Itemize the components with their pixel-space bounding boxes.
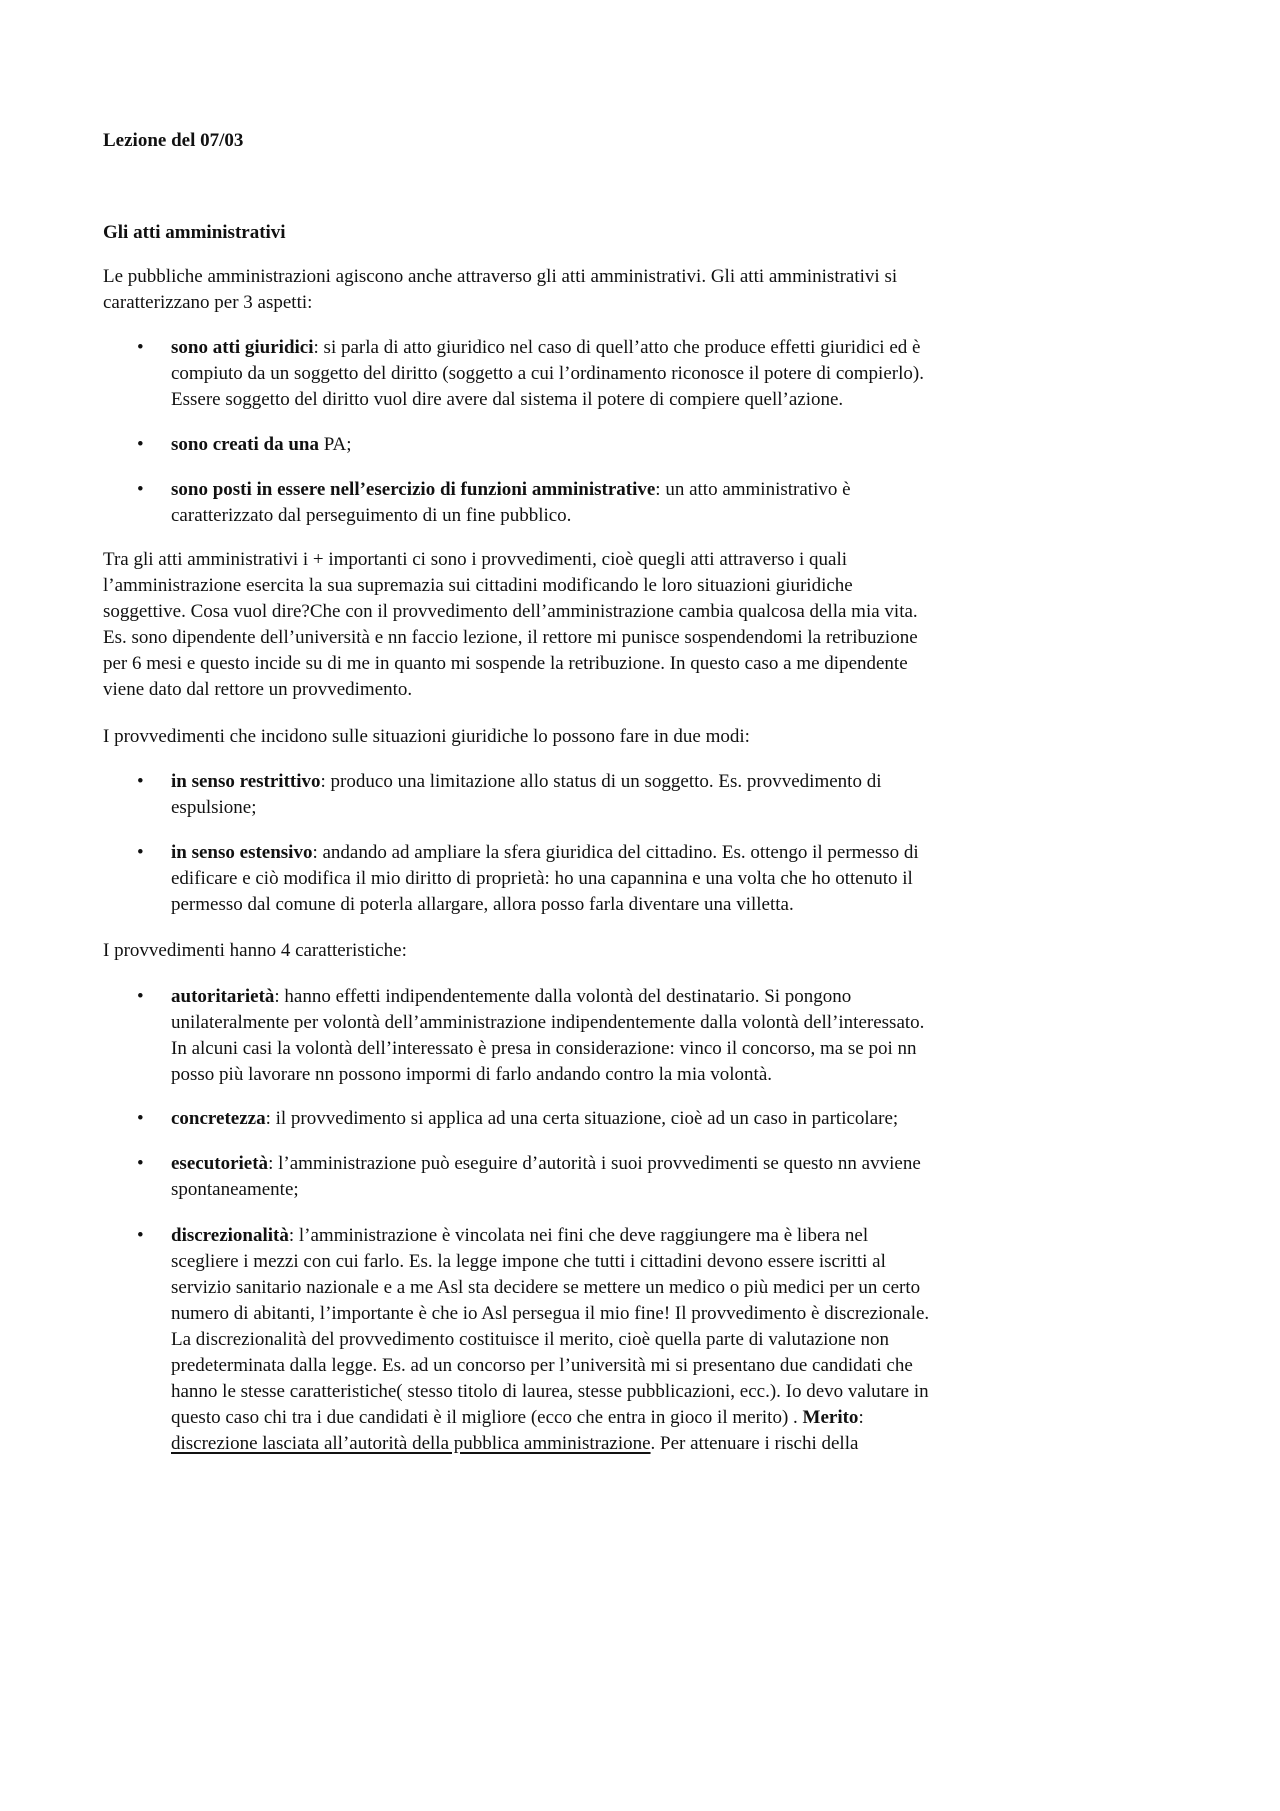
bold-term: sono creati da una [171, 434, 324, 455]
bold-term: Merito [802, 1407, 859, 1428]
text-segment: : produco una limitazione allo status di un soggetto. Es. provvedimento di [320, 771, 882, 792]
bold-term: autoritarietà [171, 986, 275, 1007]
text-line [103, 477, 1003, 503]
text-line [103, 1036, 1003, 1062]
text-line [103, 573, 1003, 599]
text-line [103, 1177, 1003, 1203]
text-line [103, 892, 1003, 918]
text-line [103, 625, 1003, 651]
text-segment: scegliere i mezzi con cui farlo. Es. la legge impone che tutti i cittadini devono essere iscritti al [171, 1251, 886, 1272]
bullet-item [103, 769, 1003, 821]
text-segment: hanno le stesse caratteristiche( stesso titolo di laurea, stesse pubblicazioni, ecc.). Io devo valutare in [171, 1381, 929, 1402]
text-line [103, 1010, 1003, 1036]
bold-term: esecutorietà [171, 1153, 269, 1174]
text-line [103, 984, 1003, 1010]
lesson-title: Lezione del 07/03 [103, 130, 244, 151]
text-segment: soggettive. Cosa vuol dire?Che con il provvedimento dell’amministrazione cambia qualcosa della mia vita. [103, 601, 918, 622]
text-line [103, 724, 1003, 750]
text-segment: compiuto da un soggetto del diritto (soggetto a cui l’ordinamento riconosce il potere di compierlo). [171, 363, 924, 384]
text-line [103, 840, 1003, 866]
text-segment: In alcuni casi la volontà dell’interessato è presa in considerazione: vinco il concorso, ma se poi nn [171, 1038, 917, 1059]
text-segment: Es. sono dipendente dell’università e nn faccio lezione, il rettore mi punisce sospendendomi la retribuzione [103, 627, 918, 648]
text-line [103, 547, 1003, 573]
text-segment: PA; [323, 434, 352, 455]
bullet-item [103, 840, 1003, 918]
text-segment: unilateralmente per volontà dell’amministrazione indipendentemente dalla volontà dell’interessato. [171, 1012, 925, 1033]
text-segment: caratterizzano per 3 aspetti: [103, 292, 313, 313]
text-segment: : l’amministrazione può eseguire d’autorità i suoi provvedimenti se questo nn avviene [268, 1153, 921, 1174]
text-segment: servizio sanitario nazionale e a me Asl sta decidere se mettere un medico o più medici per un certo [171, 1277, 921, 1298]
bullet-item [103, 1223, 1003, 1457]
bold-term: sono atti giuridici [171, 337, 314, 358]
text-segment: spontaneamente; [171, 1179, 299, 1200]
text-segment: Tra gli atti amministrativi i + importanti ci sono i provvedimenti, cioè quegli atti attraverso i quali [103, 549, 848, 570]
text-line [103, 866, 1003, 892]
text-line [103, 1249, 1003, 1275]
text-line [103, 795, 1003, 821]
text-segment: per 6 mesi e questo incide su di me in quanto mi sospende la retribuzione. In questo caso a me dipendente [103, 653, 908, 674]
text-segment: predeterminata dalla legge. Es. ad un concorso per l’università mi si presentano due candidati che [171, 1355, 913, 1376]
text-line [103, 361, 1003, 387]
bullet-item [103, 335, 1003, 413]
text-line [103, 1151, 1003, 1177]
text-line [103, 1327, 1003, 1353]
bold-term: in senso restrittivo [171, 771, 321, 792]
text-segment: I provvedimenti hanno 4 caratteristiche: [103, 940, 407, 961]
text-segment: posso più lavorare nn possono impormi di farlo andando contro la mia volontà. [171, 1064, 773, 1085]
text-line [103, 1379, 1003, 1405]
text-segment: permesso dal comune di poterla allargare, allora posso farla diventare una villetta. [171, 894, 794, 915]
paragraph [103, 264, 1003, 316]
bullet-item [103, 432, 1003, 458]
text-segment: : il provvedimento si applica ad una certa situazione, cioè ad un caso in particolare; [265, 1108, 899, 1129]
bullet-icon: • [137, 1225, 144, 1246]
text-segment: : hanno effetti indipendentemente dalla volontà del destinatario. Si pongono [274, 986, 852, 1007]
text-line [103, 264, 1003, 290]
text-segment: edificare e ciò modifica il mio diritto di proprietà: ho una capannina e una volta che ho ottenuto il [171, 868, 913, 889]
text-segment: viene dato dal rettore un provvedimento. [103, 679, 413, 700]
bold-term: sono posti in essere nell’esercizio di funzioni amministrative [171, 479, 656, 500]
text-line [103, 1353, 1003, 1379]
text-line [103, 1062, 1003, 1088]
bullet-icon: • [137, 986, 144, 1007]
text-line [103, 387, 1003, 413]
text-segment: questo caso chi tra i due candidati è il migliore (ecco che entra in gioco il merito) . [171, 1407, 803, 1428]
paragraph [103, 724, 1003, 750]
bullet-item [103, 1151, 1003, 1203]
bold-term: discrezionalità [171, 1225, 289, 1246]
bold-term: concretezza [171, 1108, 266, 1129]
paragraph [103, 547, 1003, 703]
text-segment: caratterizzato dal perseguimento di un fine pubblico. [171, 505, 572, 526]
bullet-icon: • [137, 771, 144, 792]
text-segment: . Per attenuare i rischi della [650, 1433, 859, 1454]
bullet-icon: • [137, 1153, 144, 1174]
text-segment: : si parla di atto giuridico nel caso di quell’atto che produce effetti giuridici ed è [313, 337, 921, 358]
text-segment: Essere soggetto del diritto vuol dire avere dal sistema il potere di compiere quell’azione. [171, 389, 844, 410]
bullet-icon: • [137, 479, 144, 500]
text-line [103, 503, 1003, 529]
bullet-icon: • [137, 434, 144, 455]
bullet-item [103, 984, 1003, 1088]
section-heading: Gli atti amministrativi [103, 222, 286, 243]
text-segment: : l’amministrazione è vincolata nei fini che deve raggiungere ma è libera nel [288, 1225, 869, 1246]
bullet-item [103, 477, 1003, 529]
bullet-icon: • [137, 337, 144, 358]
text-segment: l’amministrazione esercita la sua supremazia sui cittadini modificando le loro situazioni giuridiche [103, 575, 853, 596]
text-line [103, 1275, 1003, 1301]
text-segment: espulsione; [171, 797, 257, 818]
text-line [103, 599, 1003, 625]
text-line [103, 677, 1003, 703]
text-line [103, 769, 1003, 795]
text-line [103, 290, 1003, 316]
underlined-text: discrezione lasciata all’autorità della pubblica amministrazione [171, 1433, 651, 1454]
text-segment: : un atto amministrativo è [655, 479, 851, 500]
text-line [103, 1431, 1003, 1457]
bullet-icon: • [137, 842, 144, 863]
text-segment: numero di abitanti, l’importante è che io Asl persegua il mio fine! Il provvedimento è discrezionale. [171, 1303, 930, 1324]
text-line [103, 938, 1003, 964]
text-line [103, 651, 1003, 677]
text-line [103, 335, 1003, 361]
text-line [103, 1223, 1003, 1249]
text-segment: : andando ad ampliare la sfera giuridica del cittadino. Es. ottengo il permesso di [312, 842, 919, 863]
bullet-item [103, 1106, 1003, 1132]
paragraph [103, 938, 1003, 964]
text-line [103, 1405, 1003, 1431]
text-segment: : [858, 1407, 864, 1428]
text-segment: La discrezionalità del provvedimento costituisce il merito, cioè quella parte di valutazione non [171, 1329, 890, 1350]
text-line [103, 1106, 1003, 1132]
bullet-icon: • [137, 1108, 144, 1129]
text-segment: Le pubbliche amministrazioni agiscono anche attraverso gli atti amministrativi. Gli atti amministrativi si [103, 266, 898, 287]
bold-term: in senso estensivo [171, 842, 313, 863]
text-line [103, 1301, 1003, 1327]
text-line [103, 432, 1003, 458]
text-segment: I provvedimenti che incidono sulle situazioni giuridiche lo possono fare in due modi: [103, 726, 750, 747]
